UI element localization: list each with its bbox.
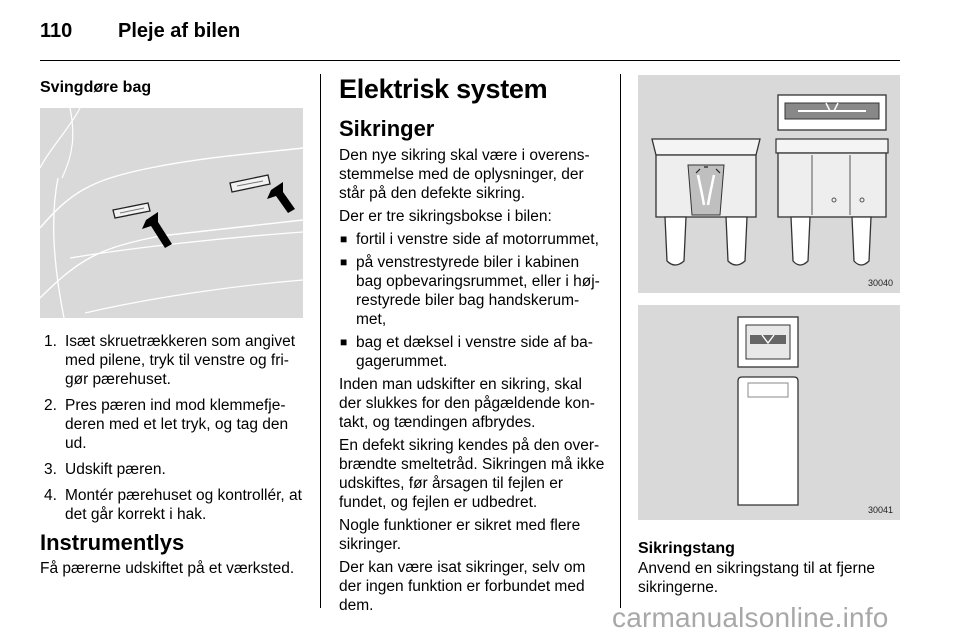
sikringstang-text: Anvend en sikringstang til at fjerne sikringerne.: [638, 560, 875, 596]
fuse-top-view: [778, 95, 886, 130]
section-title-sikringstang: Sikringstang: [638, 540, 735, 557]
fuse-text-block: [339, 146, 607, 619]
bumper-lamp-figure: [40, 108, 303, 318]
list-item: ■ fortil i venstre side af motorrummet,: [340, 231, 599, 248]
step-item: 2. Pres pæren ind mod klemmefje-deren med et let tryk, og tag den ud.: [44, 397, 289, 452]
page-number: 110: [40, 20, 73, 42]
steps-list: [40, 332, 308, 531]
tail-light-illustration: [40, 108, 303, 318]
paragraph: Der er tre sikringsbokse i bilen:: [339, 208, 552, 225]
fuse-figure: [638, 75, 900, 293]
list-item: ■ bag et dæksel i venstre side af ba-gagerummet.: [340, 334, 593, 370]
step-item: 4. Montér pærehuset og kontrollér, at det går korrekt i hak.: [44, 487, 302, 523]
section-title-instrumentlys: Instrumentlys: [40, 530, 185, 555]
section-title-sikringer: Sikringer: [339, 116, 435, 141]
paragraph: Inden man udskifter en sikring, skal der slukkes for den pågældende kon-takt, og tændingen afbrydes.: [339, 376, 595, 431]
header-rule: [40, 60, 900, 61]
figure-code: 30041: [868, 505, 894, 515]
chapter-title: Elektrisk system: [339, 74, 548, 104]
fuse-illustration: [638, 75, 900, 293]
watermark: carmanualsonline.info: [612, 602, 889, 633]
fuse-puller-figure: [638, 305, 900, 520]
instrument-text: Få pærerne udskiftet på et værksted.: [40, 560, 295, 577]
step-item: 3. Udskift pæren.: [44, 461, 166, 478]
paragraph: Der kan være isat sikringer, selv om der ingen funktion er forbundet med dem.: [339, 559, 586, 614]
paragraph: Den nye sikring skal være i overens-stemmelse med de oplysninger, der står på den defekte sikring.: [339, 147, 590, 202]
page-title: Pleje af bilen: [118, 20, 241, 42]
column-divider-left: [320, 74, 321, 608]
fuse-box-list: [339, 230, 607, 371]
column-divider-right: [620, 74, 621, 608]
section-title-svingdore: Svingdøre bag: [40, 79, 152, 96]
paragraph: Nogle funktioner er sikret med flere sikringer.: [339, 517, 581, 553]
paragraph: En defekt sikring kendes på den over-brændte smeltetråd. Sikringen må ikke udskiftes, før årsagen til fejlen er fundet, og fejlen er udbedret.: [339, 437, 605, 511]
list-item: ■ på venstrestyrede biler i kabinen bag opbevaringsrummet, eller i høj-restyrede biler bag handskerum-met,: [340, 254, 600, 328]
step-item: 1. Isæt skruetrækkeren som angivet med pilene, tryk til venstre og fri-gør pærehuset.: [44, 333, 296, 388]
fuse-puller-illustration: [638, 305, 900, 520]
figure-code: 30040: [868, 278, 894, 288]
